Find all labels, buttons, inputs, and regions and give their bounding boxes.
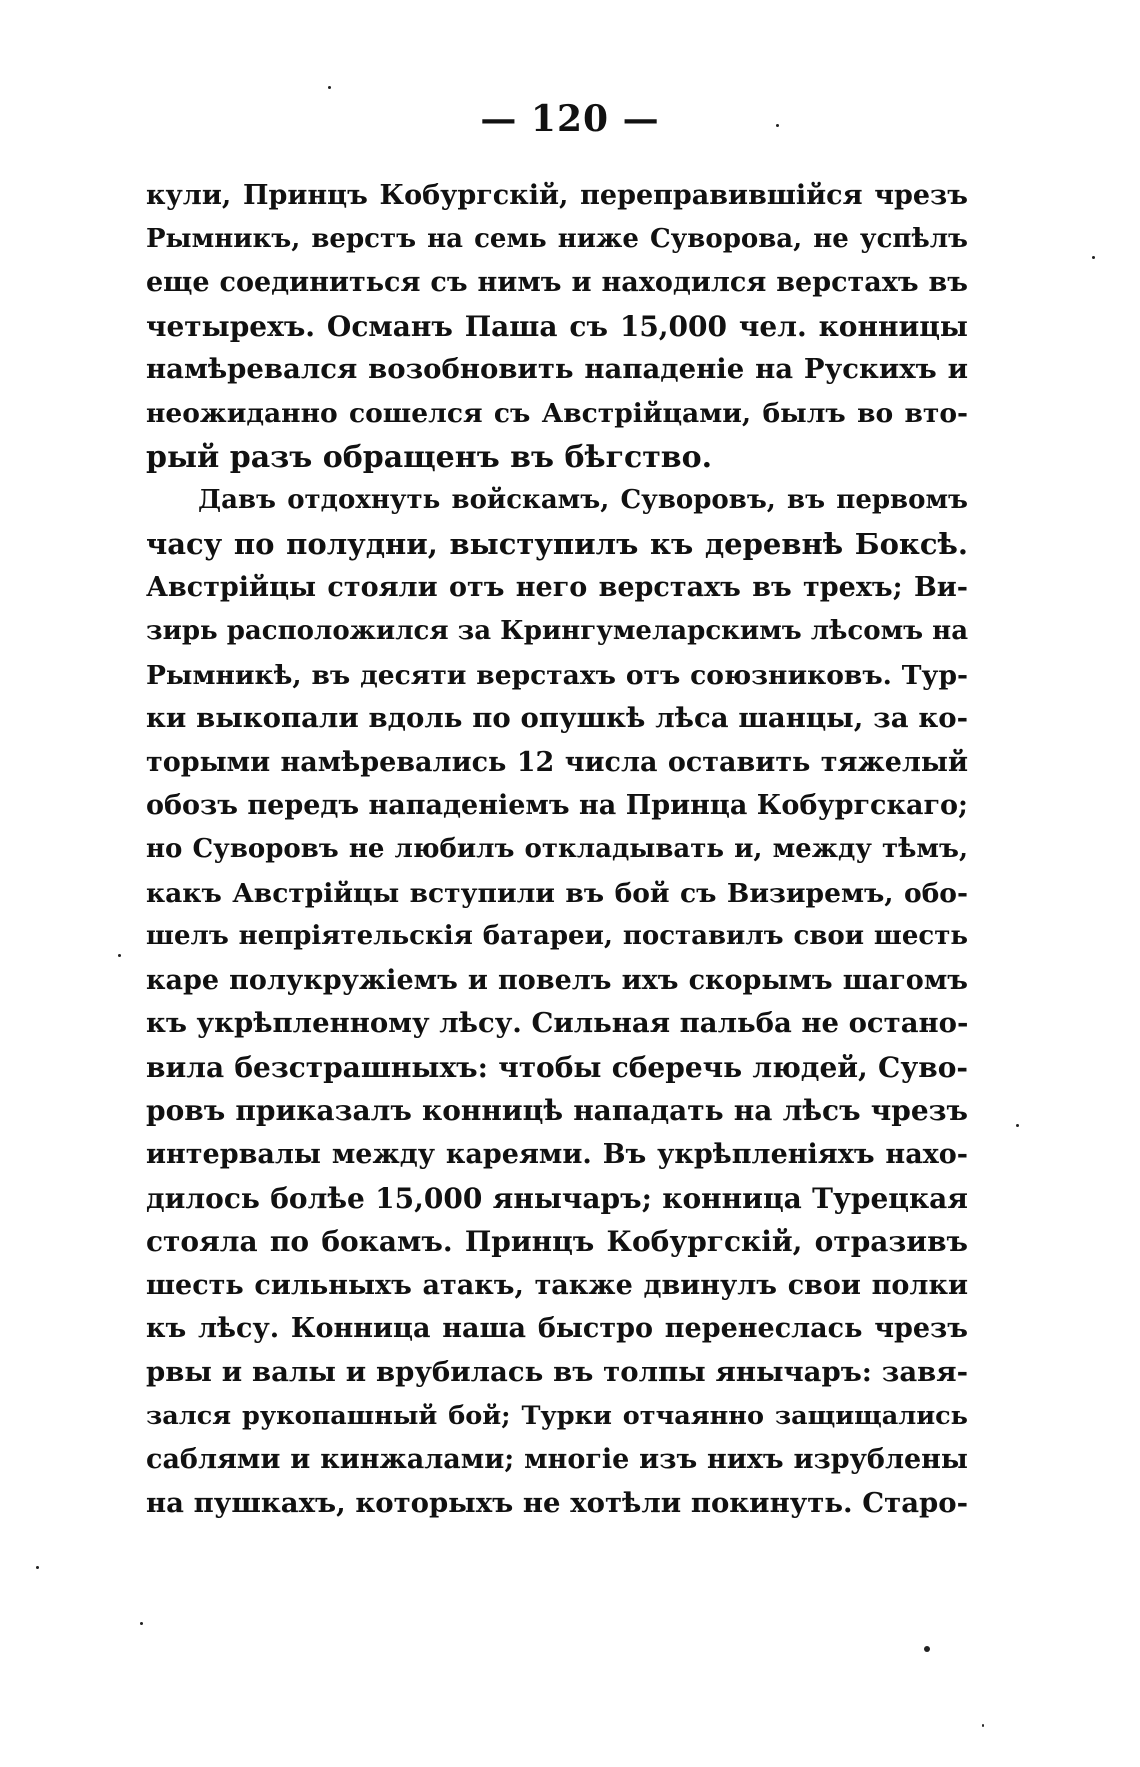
text-line: неожиданно сошелся съ Австрійцами, былъ во вто-	[146, 397, 968, 429]
text-line: стояла по бокамъ. Принцъ Кобургскій, отразивъ	[146, 1225, 968, 1259]
text-line: еще соединиться съ нимъ и находился верстахъ въ	[146, 267, 968, 299]
text-line: саблями и кинжалами; многіе изъ нихъ изрублены	[146, 1444, 968, 1476]
text-line: кули, Принцъ Кобургскій, переправившійся чрезъ	[146, 180, 968, 211]
text-line: рый разъ обращенъ въ бѣгство.	[146, 439, 713, 475]
text-line: интервалы между кареями. Въ укрѣпленіяхъ нахо-	[146, 1139, 968, 1171]
page-number: — 120 —	[480, 98, 660, 140]
text-line: Рымникъ, верстъ на семь ниже Суворова, не успѣлъ	[146, 223, 968, 254]
scan-speck	[924, 1646, 930, 1652]
text-line: какъ Австрійцы вступили въ бой съ Визиремъ, обо-	[146, 877, 968, 909]
text-line: вила безстрашныхъ: чтобы сберечь людей, Суво-	[146, 1050, 968, 1084]
text-line: Рымникѣ, въ десяти верстахъ отъ союзниковъ. Тур-	[146, 659, 968, 691]
scan-speck	[118, 954, 121, 957]
text-line: намѣревался возобновить нападеніе на Рускихъ и	[146, 353, 968, 386]
scan-speck	[776, 124, 779, 127]
text-line: ровъ приказалъ конницѣ нападать на лѣсъ чрезъ	[146, 1094, 968, 1128]
text-line: къ укрѣпленному лѣсу. Сильная пальба не остано-	[146, 1007, 969, 1040]
text-line: на пушкахъ, которыхъ не хотѣли покинуть. Старо-	[146, 1486, 968, 1519]
text-line: зирь расположился за Крингумеларскимъ лѣсомъ на	[146, 615, 969, 646]
scan-speck	[328, 86, 331, 89]
text-line: четырехъ. Османъ Паша съ 15,000 чел. конницы	[146, 309, 968, 343]
text-line: шесть сильныхъ атакъ, также двинулъ свои полки	[146, 1269, 968, 1301]
scan-speck	[36, 1566, 39, 1569]
text-line: Давъ отдохнуть войскамъ, Суворовъ, въ первомъ	[198, 485, 968, 516]
scan-speck	[1016, 1124, 1019, 1127]
text-line: дилось болѣе 15,000 янычаръ; конница Турецкая	[146, 1181, 968, 1215]
text-line: ки выкопали вдоль по опушкѣ лѣса шанцы, за ко-	[146, 702, 968, 735]
text-line: къ лѣсу. Конница наша быстро перенеслась чрезъ	[146, 1313, 968, 1345]
text-line: рвы и валы и врубилась въ толпы янычаръ: завя-	[146, 1356, 968, 1389]
scan-speck	[982, 1724, 984, 1727]
text-line: торыми намѣревались 12 числа оставить тяжелый	[146, 746, 968, 778]
text-line: часу по полудни, выступилъ къ деревнѣ Боксѣ.	[146, 526, 968, 561]
text-line: но Суворовъ не любилъ откладывать и, между тѣмъ,	[146, 833, 968, 864]
text-line: каре полукружіемъ и повелъ ихъ скорымъ шагомъ	[146, 964, 968, 996]
text-line: зался рукопашный бой; Турки отчаянно защищались	[146, 1400, 968, 1431]
text-line: шелъ непріятельскія батареи, поставилъ свои шесть	[146, 921, 968, 952]
body-text	[146, 174, 968, 1525]
scan-speck	[140, 1622, 143, 1625]
text-line: обозъ передъ нападеніемъ на Принца Кобургскаго;	[146, 790, 968, 822]
scan-speck	[1092, 256, 1095, 259]
text-line: Австрійцы стояли отъ него верстахъ въ трехъ; Ви-	[146, 572, 968, 604]
